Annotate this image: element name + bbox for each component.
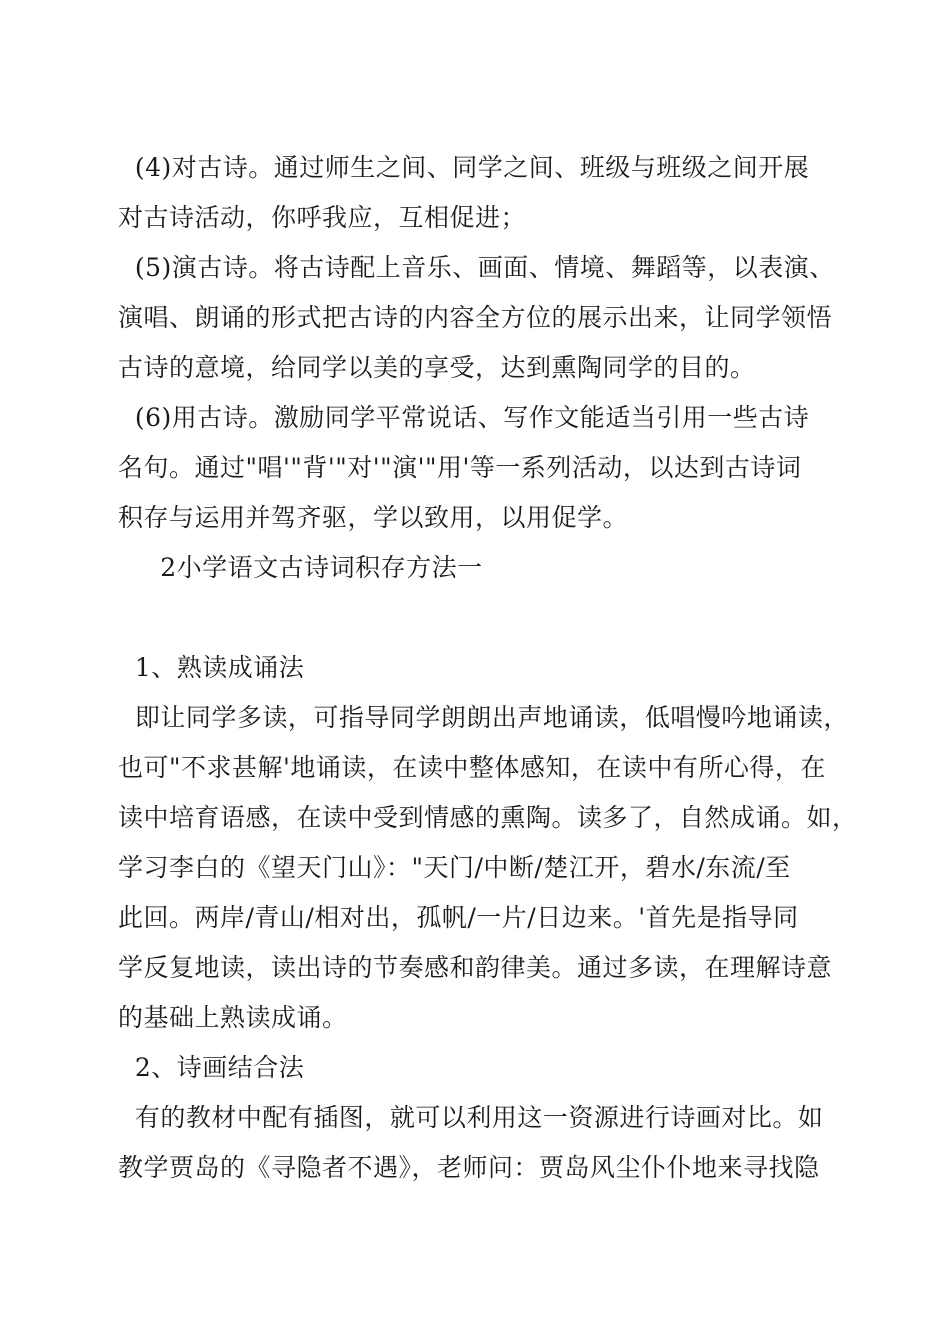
subsection-heading: 1、熟读成诵法 bbox=[118, 653, 305, 682]
text-line: 教学贾岛的《寻隐者不遇》，老师问：贾岛风尘仆仆地来寻找隐 bbox=[118, 1153, 820, 1182]
text-line: 古诗的意境，给同学以美的享受，达到熏陶同学的目的。 bbox=[118, 353, 756, 382]
subsection-heading: 2、诗画结合法 bbox=[118, 1053, 305, 1082]
text-line: 演唱、朗诵的形式把古诗的内容全方位的展示出来，让同学领悟 bbox=[118, 303, 833, 332]
text-line: (6)用古诗。激励同学平常说话、写作文能适当引用一些古诗 bbox=[118, 403, 810, 432]
text-line: 积存与运用并驾齐驱，学以致用，以用促学。 bbox=[118, 503, 629, 532]
text-line: 对古诗活动，你呼我应，互相促进； bbox=[118, 203, 527, 232]
text-line: (4)对古诗。通过师生之间、同学之间、班级与班级之间开展 bbox=[118, 153, 810, 182]
section-heading: 2小学语文古诗词积存方法一 bbox=[118, 553, 483, 582]
text-line: (5)演古诗。将古诗配上音乐、画面、情境、舞蹈等，以表演、 bbox=[118, 253, 835, 282]
text-line: 学反复地读，读出诗的节奏感和韵律美。通过多读，在理解诗意 bbox=[118, 953, 833, 982]
text-line: 也可"不求甚解'地诵读，在读中整体感知，在读中有所心得，在 bbox=[118, 753, 826, 782]
text-line: 学习李白的《望天门山》："天门/中断/楚江开，碧水/东流/至 bbox=[118, 853, 791, 882]
text-line: 即让同学多读，可指导同学朗朗出声地诵读，低唱慢吟地诵读， bbox=[118, 703, 849, 732]
text-line: 读中培育语感，在读中受到情感的熏陶。读多了，自然成诵。如， bbox=[118, 803, 858, 832]
text-line: 此回。两岸/青山/相对出，孤帆/一片/日边来。'首先是指导同 bbox=[118, 903, 799, 932]
text-line: 的基础上熟读成诵。 bbox=[118, 1003, 348, 1032]
text-line: 有的教材中配有插图，就可以利用这一资源进行诗画对比。如 bbox=[118, 1103, 824, 1132]
text-line: 名句。通过"唱'"背'"对'"演'"用'等一系列活动，以达到古诗词 bbox=[118, 453, 802, 482]
